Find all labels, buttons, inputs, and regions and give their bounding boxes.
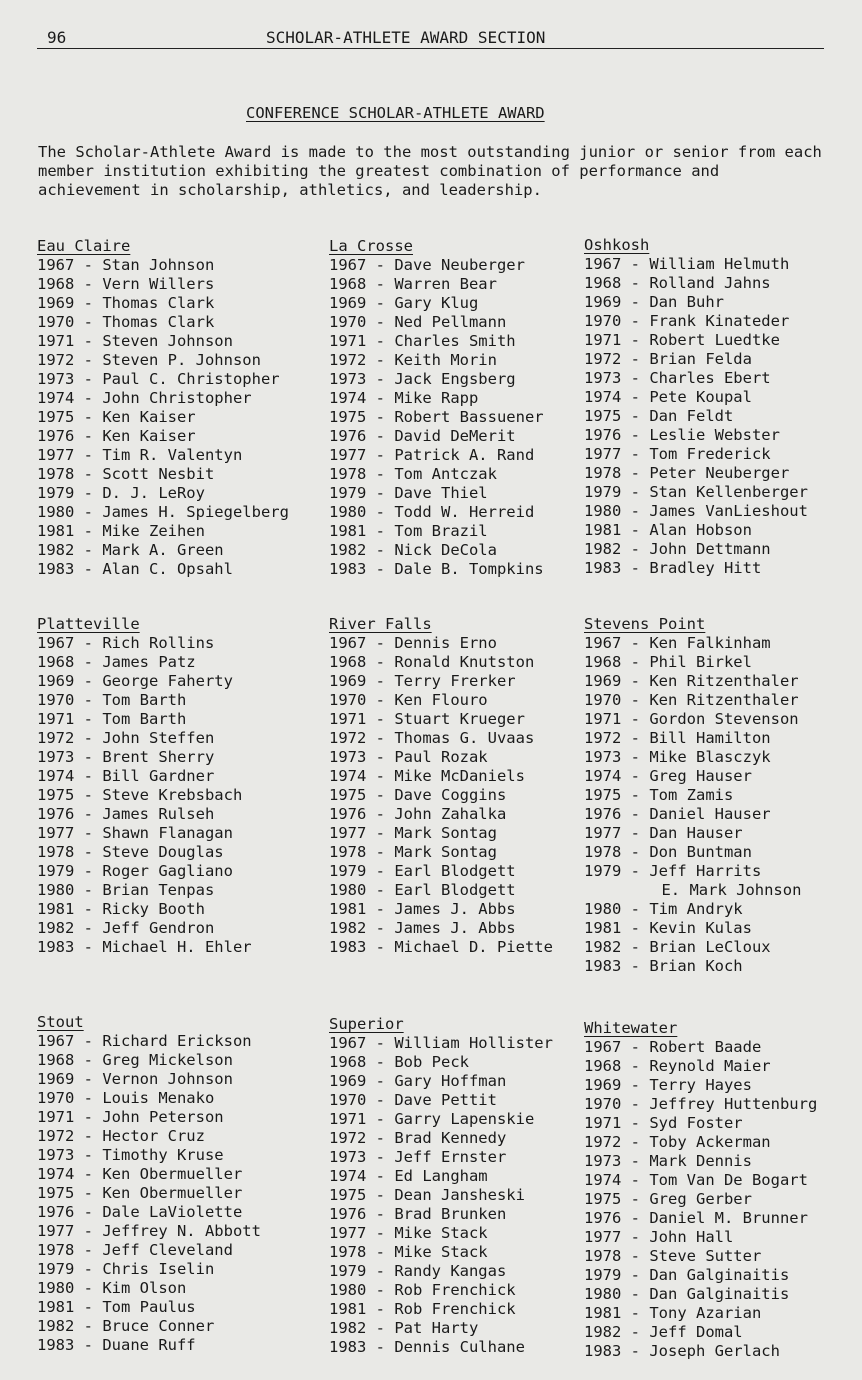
winner-entry: 1970 - Ken Ritzenthaler: [584, 691, 799, 709]
winner-entry: 1967 - Richard Erickson: [37, 1032, 252, 1050]
winner-entry: 1975 - Dave Coggins: [329, 786, 507, 804]
winner-entry: 1981 - Rob Frenchick: [329, 1300, 516, 1318]
winner-entry: 1981 - Tom Paulus: [37, 1298, 196, 1316]
winner-entry: 1969 - Ken Ritzenthaler: [584, 672, 799, 690]
winner-entry: 1968 - Rolland Jahns: [584, 274, 771, 292]
winner-entry: 1969 - Vernon Johnson: [37, 1070, 233, 1088]
school-name: La Crosse: [329, 237, 413, 255]
winner-entry: 1981 - Kevin Kulas: [584, 919, 752, 937]
winner-entry: 1976 - Daniel M. Brunner: [584, 1209, 808, 1227]
school-name: Stevens Point: [584, 615, 706, 633]
winner-entry: 1972 - Steven P. Johnson: [37, 351, 261, 369]
winner-entry: 1982 - Brian LeCloux: [584, 938, 771, 956]
winner-entry: 1983 - Bradley Hitt: [584, 559, 762, 577]
winner-entry: 1977 - John Hall: [584, 1228, 734, 1246]
winner-entry: 1972 - Thomas G. Uvaas: [329, 729, 535, 747]
winner-entry: 1977 - Dan Hauser: [584, 824, 743, 842]
winner-entry: 1967 - William Helmuth: [584, 255, 790, 273]
school-name: Superior: [329, 1015, 404, 1033]
winner-entry: 1975 - Ken Obermueller: [37, 1184, 243, 1202]
winner-entry: 1979 - Dan Galginaitis: [584, 1266, 790, 1284]
winner-entry: 1971 - John Peterson: [37, 1108, 224, 1126]
winner-entry: 1974 - Bill Gardner: [37, 767, 215, 785]
winner-entry: 1981 - Mike Zeihen: [37, 522, 205, 540]
winner-entry: 1971 - Tom Barth: [37, 710, 187, 728]
school-name: River Falls: [329, 615, 432, 633]
winner-entry: 1979 - Jeff Harrits: [584, 862, 762, 880]
winner-entry: 1981 - James J. Abbs: [329, 900, 516, 918]
winner-list: [584, 255, 844, 578]
winner-entry: 1977 - Tim R. Valentyn: [37, 446, 243, 464]
winner-entry: 1970 - Ned Pellmann: [329, 313, 507, 331]
winner-entry: 1982 - Nick DeCola: [329, 541, 497, 559]
winner-entry: 1975 - Steve Krebsbach: [37, 786, 243, 804]
winner-entry: 1969 - Terry Frerker: [329, 672, 516, 690]
winner-entry: 1971 - Steven Johnson: [37, 332, 233, 350]
winner-entry: 1968 - Reynold Maier: [584, 1057, 771, 1075]
winner-entry: 1968 - Greg Mickelson: [37, 1051, 233, 1069]
winner-entry: 1980 - Todd W. Herreid: [329, 503, 535, 521]
winner-entry: 1969 - George Faherty: [37, 672, 233, 690]
winner-entry: 1978 - Tom Antczak: [329, 465, 497, 483]
winner-entry: 1977 - Shawn Flanagan: [37, 824, 233, 842]
winner-entry: 1973 - Mark Dennis: [584, 1152, 752, 1170]
school-name: Oshkosh: [584, 236, 650, 254]
winner-entry: 1973 - Charles Ebert: [584, 369, 771, 387]
winner-entry: 1971 - Stuart Krueger: [329, 710, 525, 728]
winner-entry: 1978 - Peter Neuberger: [584, 464, 790, 482]
winner-entry: 1974 - Greg Hauser: [584, 767, 752, 785]
winner-entry: 1970 - Louis Menako: [37, 1089, 215, 1107]
winner-entry: 1979 - Stan Kellenberger: [584, 483, 808, 501]
winner-entry: 1967 - Ken Falkinham: [584, 634, 771, 652]
winner-entry: 1980 - Dan Galginaitis: [584, 1285, 790, 1303]
winner-entry: 1968 - Vern Willers: [37, 275, 215, 293]
winner-entry: 1976 - Leslie Webster: [584, 426, 780, 444]
winner-entry: 1976 - Brad Brunken: [329, 1205, 507, 1223]
winner-entry: 1978 - Jeff Cleveland: [37, 1241, 233, 1259]
winner-entry: 1968 - Ronald Knutston: [329, 653, 535, 671]
winner-entry: 1982 - Jeff Gendron: [37, 919, 215, 937]
school-name: Eau Claire: [37, 237, 131, 255]
winner-entry: 1975 - Dean Jansheski: [329, 1186, 525, 1204]
winner-entry: 1978 - Mark Sontag: [329, 843, 497, 861]
winner-entry: 1973 - Brent Sherry: [37, 748, 215, 766]
winner-list: [37, 634, 297, 957]
winner-entry: 1979 - Randy Kangas: [329, 1262, 507, 1280]
winner-entry: 1973 - Paul Rozak: [329, 748, 488, 766]
winner-entry: 1976 - John Zahalka: [329, 805, 507, 823]
winner-entry: 1978 - Mike Stack: [329, 1243, 488, 1261]
winner-entry: 1981 - Ricky Booth: [37, 900, 205, 918]
winner-entry: 1981 - Alan Hobson: [584, 521, 752, 539]
winner-entry: 1967 - Robert Baade: [584, 1038, 762, 1056]
winner-entry: 1967 - Dave Neuberger: [329, 256, 525, 274]
winner-entry: 1972 - Brian Felda: [584, 350, 752, 368]
winner-entry: 1969 - Thomas Clark: [37, 294, 215, 312]
winner-entry: 1969 - Terry Hayes: [584, 1076, 752, 1094]
winner-entry: 1967 - Stan Johnson: [37, 256, 215, 274]
winner-entry: 1978 - Steve Sutter: [584, 1247, 762, 1265]
winner-entry: 1973 - Jack Engsberg: [329, 370, 516, 388]
school-name: Whitewater: [584, 1019, 678, 1037]
winner-entry: 1983 - Michael D. Piette: [329, 938, 553, 956]
winner-entry: 1976 - David DeMerit: [329, 427, 516, 445]
winner-entry: 1976 - Dale LaViolette: [37, 1203, 243, 1221]
winner-entry: 1971 - Garry Lapenskie: [329, 1110, 535, 1128]
winner-entry: 1972 - Hector Cruz: [37, 1127, 205, 1145]
winner-entry: 1977 - Patrick A. Rand: [329, 446, 535, 464]
winner-entry: 1983 - Michael H. Ehler: [37, 938, 252, 956]
winner-entry: 1971 - Syd Foster: [584, 1114, 743, 1132]
winner-entry: 1983 - Brian Koch: [584, 957, 743, 975]
winner-entry: 1978 - Don Buntman: [584, 843, 752, 861]
winner-entry: 1970 - Ken Flouro: [329, 691, 488, 709]
winner-entry: 1982 - James J. Abbs: [329, 919, 516, 937]
winner-entry: 1972 - Toby Ackerman: [584, 1133, 771, 1151]
school-name: Stout: [37, 1013, 84, 1031]
winner-entry: 1977 - Jeffrey N. Abbott: [37, 1222, 261, 1240]
winner-entry: 1973 - Timothy Kruse: [37, 1146, 224, 1164]
winner-entry: 1970 - Dave Pettit: [329, 1091, 497, 1109]
winner-entry: 1967 - William Hollister: [329, 1034, 553, 1052]
winner-entry: 1982 - Jeff Domal: [584, 1323, 743, 1341]
winner-entry: 1980 - Earl Blodgett: [329, 881, 516, 899]
winner-list: [329, 634, 589, 957]
winner-entry: 1975 - Tom Zamis: [584, 786, 734, 804]
school-block-river-falls: [329, 615, 589, 957]
winner-list: [329, 1034, 589, 1357]
winner-entry: 1974 - Tom Van De Bogart: [584, 1171, 808, 1189]
winner-entry: 1979 - Earl Blodgett: [329, 862, 516, 880]
winner-list: [37, 256, 297, 579]
school-block-stout: [37, 1013, 297, 1355]
winner-entry: 1979 - Roger Gagliano: [37, 862, 233, 880]
winner-entry: 1982 - John Dettmann: [584, 540, 771, 558]
winner-entry: 1975 - Greg Gerber: [584, 1190, 752, 1208]
winner-entry: 1971 - Robert Luedtke: [584, 331, 780, 349]
winner-entry: 1973 - Paul C. Christopher: [37, 370, 280, 388]
winner-entry: 1967 - Dennis Erno: [329, 634, 497, 652]
winner-entry: 1978 - Steve Douglas: [37, 843, 224, 861]
winner-entry: 1980 - Brian Tenpas: [37, 881, 215, 899]
winner-entry: 1976 - Ken Kaiser: [37, 427, 196, 445]
winner-entry: 1973 - Jeff Ernster: [329, 1148, 507, 1166]
winner-list: [37, 1032, 297, 1355]
running-title: SCHOLAR-ATHLETE AWARD SECTION: [266, 28, 546, 47]
school-block-superior: [329, 1015, 589, 1357]
winner-entry: 1974 - Mike McDaniels: [329, 767, 525, 785]
winner-entry: 1972 - Keith Morin: [329, 351, 497, 369]
winner-entry: 1972 - Brad Kennedy: [329, 1129, 507, 1147]
winner-entry: 1974 - Mike Rapp: [329, 389, 479, 407]
winner-entry: 1968 - James Patz: [37, 653, 196, 671]
winner-entry: 1977 - Mark Sontag: [329, 824, 497, 842]
school-block-oshkosh: [584, 236, 844, 578]
winner-entry: 1972 - Bill Hamilton: [584, 729, 771, 747]
winner-entry: 1971 - Gordon Stevenson: [584, 710, 799, 728]
winner-entry: 1976 - Daniel Hauser: [584, 805, 771, 823]
school-block-platteville: [37, 615, 297, 957]
winner-entry: 1972 - John Steffen: [37, 729, 215, 747]
winner-entry: 1968 - Bob Peck: [329, 1053, 469, 1071]
winner-entry: 1971 - Charles Smith: [329, 332, 516, 350]
winner-entry: 1975 - Dan Feldt: [584, 407, 734, 425]
intro-paragraph: The Scholar-Athlete Award is made to the most outstanding junior or senior from each member institution exhibiting the greatest combination of performance and achievement in scholarship, athletics, and leadership.: [38, 143, 822, 199]
winner-entry: 1979 - D. J. LeRoy: [37, 484, 205, 502]
winner-entry: 1980 - Rob Frenchick: [329, 1281, 516, 1299]
school-block-stevens-point: [584, 615, 844, 976]
school-name: Platteville: [37, 615, 140, 633]
winner-list: [584, 1038, 844, 1361]
winner-entry: 1973 - Mike Blasczyk: [584, 748, 771, 766]
winner-entry: 1980 - James VanLieshout: [584, 502, 808, 520]
winner-list: [329, 256, 589, 579]
winner-entry: 1976 - James Rulseh: [37, 805, 215, 823]
winner-entry: 1974 - John Christopher: [37, 389, 252, 407]
winner-entry: 1980 - James H. Spiegelberg: [37, 503, 289, 521]
winner-entry: 1982 - Mark A. Green: [37, 541, 224, 559]
winner-entry: 1978 - Scott Nesbit: [37, 465, 215, 483]
winner-entry: 1981 - Tony Azarian: [584, 1304, 762, 1322]
winner-entry: 1970 - Thomas Clark: [37, 313, 215, 331]
page-number: 96: [47, 28, 67, 47]
winner-entry: 1982 - Pat Harty: [329, 1319, 479, 1337]
winner-entry: 1983 - Duane Ruff: [37, 1336, 196, 1354]
winner-entry: 1982 - Bruce Conner: [37, 1317, 215, 1335]
winner-entry: 1969 - Dan Buhr: [584, 293, 724, 311]
winner-entry: 1979 - Dave Thiel: [329, 484, 488, 502]
winner-entry: 1980 - Tim Andryk: [584, 900, 743, 918]
winner-entry: 1975 - Ken Kaiser: [37, 408, 196, 426]
winner-entry: 1980 - Kim Olson: [37, 1279, 187, 1297]
winner-entry: 1970 - Tom Barth: [37, 691, 187, 709]
winner-entry: 1983 - Alan C. Opsahl: [37, 560, 233, 578]
winner-entry: 1967 - Rich Rollins: [37, 634, 215, 652]
winner-entry: 1983 - Dale B. Tompkins: [329, 560, 544, 578]
winner-entry: 1983 - Dennis Culhane: [329, 1338, 525, 1356]
school-block-la-crosse: [329, 237, 589, 579]
winner-entry: 1970 - Frank Kinateder: [584, 312, 790, 330]
winner-entry: 1969 - Gary Klug: [329, 294, 479, 312]
winner-entry: 1983 - Joseph Gerlach: [584, 1342, 780, 1360]
winner-entry: 1974 - Ken Obermueller: [37, 1165, 243, 1183]
section-title: CONFERENCE SCHOLAR-ATHLETE AWARD: [246, 104, 545, 122]
winner-entry: E. Mark Johnson: [661, 881, 802, 899]
winner-entry: 1968 - Warren Bear: [329, 275, 497, 293]
winner-entry: 1977 - Mike Stack: [329, 1224, 488, 1242]
winner-entry: 1974 - Ed Langham: [329, 1167, 488, 1185]
winner-entry: 1977 - Tom Frederick: [584, 445, 771, 463]
winner-entry: 1970 - Jeffrey Huttenburg: [584, 1095, 818, 1113]
winner-entry: 1981 - Tom Brazil: [329, 522, 488, 540]
page-header: [37, 26, 824, 49]
school-block-eau-claire: [37, 237, 297, 579]
school-block-whitewater: [584, 1019, 844, 1361]
winner-entry: 1975 - Robert Bassuener: [329, 408, 544, 426]
winner-entry: 1969 - Gary Hoffman: [329, 1072, 507, 1090]
winner-list: [584, 634, 844, 976]
winner-entry: 1979 - Chris Iselin: [37, 1260, 215, 1278]
winner-entry: 1968 - Phil Birkel: [584, 653, 752, 671]
winner-entry: 1974 - Pete Koupal: [584, 388, 752, 406]
